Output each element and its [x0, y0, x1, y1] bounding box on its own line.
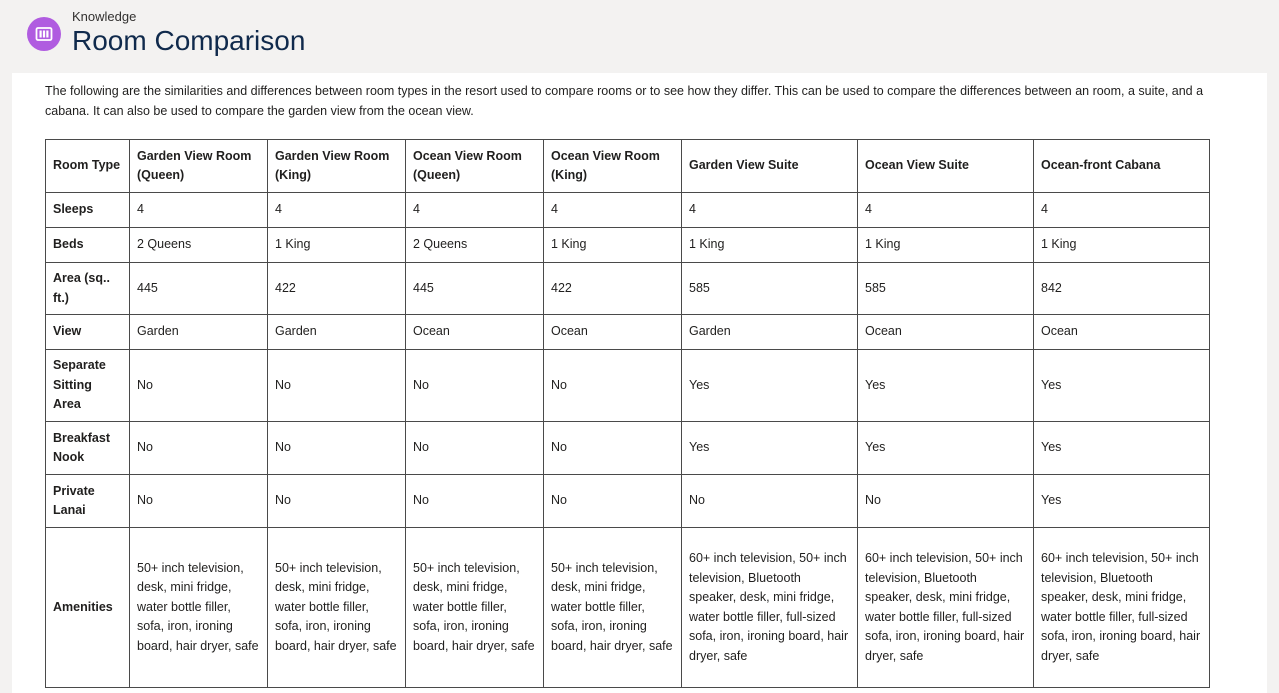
row-header: Separate Sitting Area	[46, 350, 130, 422]
row-header: Breakfast Nook	[46, 422, 130, 475]
table-cell: No	[130, 475, 268, 528]
table-cell: 422	[544, 263, 682, 315]
table-cell: 60+ inch television, 50+ inch television, Bluetooth speaker, desk, mini fridge, water bottle filler, full-sized sofa, iron, ironing board, hair dryer, safe	[1034, 528, 1210, 688]
book-icon	[27, 17, 61, 51]
table-cell: 50+ inch television, desk, mini fridge, water bottle filler, sofa, iron, ironing board, hair dryer, safe	[268, 528, 406, 688]
column-header: Garden View Room (Queen)	[130, 140, 268, 193]
table-cell: 4	[130, 193, 268, 228]
table-cell: 50+ inch television, desk, mini fridge, water bottle filler, sofa, iron, ironing board, hair dryer, safe	[130, 528, 268, 688]
page-title: Room Comparison	[72, 25, 306, 56]
table-cell: 1 King	[268, 228, 406, 263]
table-cell: 585	[682, 263, 858, 315]
table-row	[46, 475, 1210, 528]
table-cell: Yes	[1034, 350, 1210, 422]
intro-text: The following are the similarities and differences between room types in the resort used to compare rooms or to see how they differ. This can be used to compare the differences between an room, a suite, and a cabana. It can also be used to compare the garden view from the ocean view.	[45, 84, 1204, 118]
table-cell: Yes	[1034, 475, 1210, 528]
table-cell: No	[544, 422, 682, 475]
table-cell: 1 King	[544, 228, 682, 263]
table-cell: No	[544, 350, 682, 422]
table-cell: No	[406, 350, 544, 422]
column-header: Ocean View Room (King)	[544, 140, 682, 193]
table-cell: 585	[858, 263, 1034, 315]
table-cell: Garden	[130, 315, 268, 350]
table-row	[46, 350, 1210, 422]
page-header	[0, 0, 1279, 72]
row-header: Area (sq.. ft.)	[46, 263, 130, 315]
table-cell: No	[268, 422, 406, 475]
column-header: Garden View Room (King)	[268, 140, 406, 193]
table-cell: 60+ inch television, 50+ inch television, Bluetooth speaker, desk, mini fridge, water bottle filler, full-sized sofa, iron, ironing board, hair dryer, safe	[858, 528, 1034, 688]
table-cell: 4	[682, 193, 858, 228]
table-cell: No	[858, 475, 1034, 528]
table-cell: 50+ inch television, desk, mini fridge, water bottle filler, sofa, iron, ironing board, hair dryer, safe	[406, 528, 544, 688]
table-cell: Yes	[858, 350, 1034, 422]
table-row	[46, 422, 1210, 475]
article-body	[12, 73, 1267, 693]
table-cell: No	[130, 350, 268, 422]
table-cell: 1 King	[682, 228, 858, 263]
table-cell: 1 King	[858, 228, 1034, 263]
row-header: View	[46, 315, 130, 350]
table-row	[46, 263, 1210, 315]
table-cell: 1 King	[1034, 228, 1210, 263]
table-cell: 445	[130, 263, 268, 315]
row-header: Private Lanai	[46, 475, 130, 528]
table-cell: Ocean	[406, 315, 544, 350]
table-cell: 422	[268, 263, 406, 315]
column-header: Garden View Suite	[682, 140, 858, 193]
table-cell: 4	[268, 193, 406, 228]
table-cell: No	[406, 475, 544, 528]
table-cell: Yes	[858, 422, 1034, 475]
table-row	[46, 315, 1210, 350]
table-cell: 4	[858, 193, 1034, 228]
breadcrumb[interactable]: Knowledge	[72, 9, 137, 24]
table-cell: 2 Queens	[130, 228, 268, 263]
row-header: Amenities	[46, 528, 130, 688]
table-header-row	[46, 140, 1210, 193]
table-cell: No	[544, 475, 682, 528]
table-cell: No	[268, 475, 406, 528]
table-cell: Ocean	[858, 315, 1034, 350]
table-cell: 445	[406, 263, 544, 315]
table-cell: Ocean	[1034, 315, 1210, 350]
table-cell: Garden	[268, 315, 406, 350]
row-header: Beds	[46, 228, 130, 263]
table-cell: No	[682, 475, 858, 528]
table-cell: Garden	[682, 315, 858, 350]
table-cell: No	[130, 422, 268, 475]
table-cell: Yes	[1034, 422, 1210, 475]
column-header: Ocean View Room (Queen)	[406, 140, 544, 193]
table-cell: 4	[544, 193, 682, 228]
table-cell: 842	[1034, 263, 1210, 315]
table-row	[46, 528, 1210, 688]
table-cell: No	[268, 350, 406, 422]
table-cell: 2 Queens	[406, 228, 544, 263]
table-row	[46, 228, 1210, 263]
table-row	[46, 193, 1210, 228]
table-cell: Yes	[682, 422, 858, 475]
table-cell: Ocean	[544, 315, 682, 350]
table-cell: 60+ inch television, 50+ inch television, Bluetooth speaker, desk, mini fridge, water bottle filler, full-sized sofa, iron, ironing board, hair dryer, safe	[682, 528, 858, 688]
table-cell: Yes	[682, 350, 858, 422]
table-cell: 50+ inch television, desk, mini fridge, water bottle filler, sofa, iron, ironing board, hair dryer, safe	[544, 528, 682, 688]
table-cell: 4	[406, 193, 544, 228]
room-comparison-table	[45, 139, 1210, 688]
table-cell: No	[406, 422, 544, 475]
column-header: Ocean-front Cabana	[1034, 140, 1210, 193]
table-cell: 4	[1034, 193, 1210, 228]
column-header: Ocean View Suite	[858, 140, 1034, 193]
corner-header: Room Type	[46, 140, 130, 193]
row-header: Sleeps	[46, 193, 130, 228]
